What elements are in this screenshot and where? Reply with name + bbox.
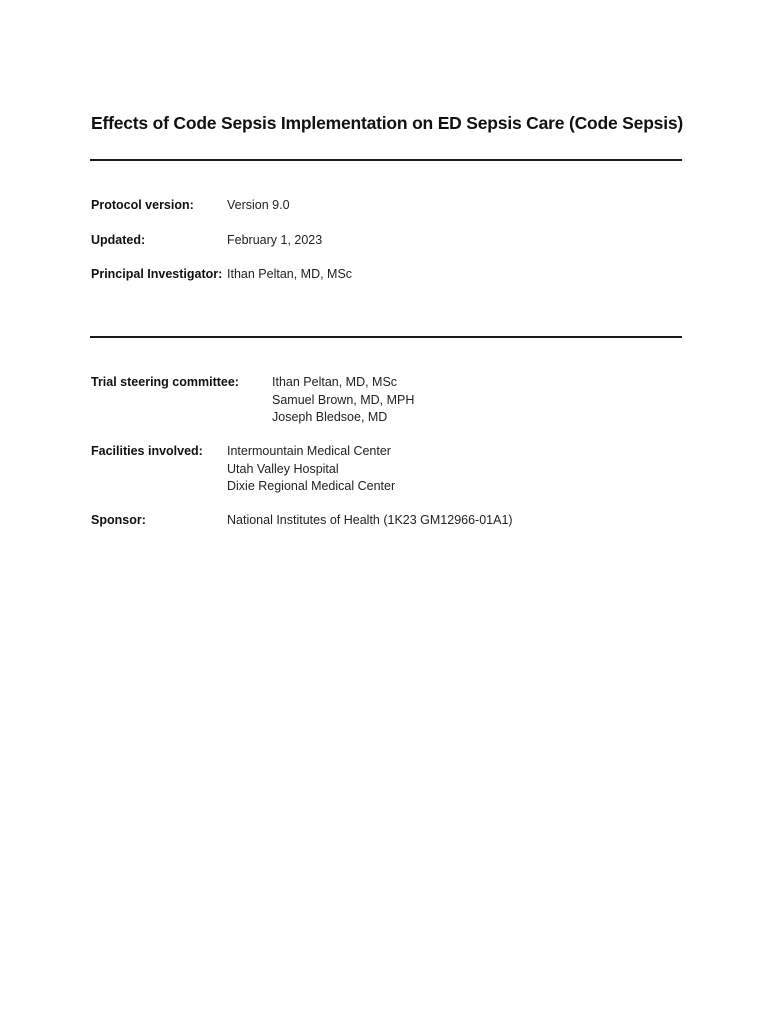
principal-investigator-value: Ithan Peltan, MD, MSc <box>227 267 353 281</box>
facilities-list <box>227 443 395 496</box>
protocol-version-value: Version 9.0 <box>227 198 290 212</box>
steering-committee-list <box>272 374 414 427</box>
sponsor-label: Sponsor: <box>91 513 146 527</box>
facility-item: Dixie Regional Medical Center <box>227 479 396 493</box>
facilities-label: Facilities involved: <box>91 444 203 458</box>
sponsor-value: National Institutes of Health (1K23 GM12966-01A1) <box>227 513 513 527</box>
updated-label: Updated: <box>91 233 146 247</box>
steering-committee-member: Samuel Brown, MD, MPH <box>272 392 415 407</box>
principal-investigator-label: Principal Investigator: <box>91 267 223 281</box>
steering-committee-label: Trial steering committee: <box>91 375 239 389</box>
steering-committee-member: Joseph Bledsoe, MD <box>272 410 388 424</box>
document-title: Effects of Code Sepsis Implementation on ED Sepsis Care (Code Sepsis) <box>91 113 684 133</box>
facility-item: Utah Valley Hospital <box>227 461 339 476</box>
protocol-version-label: Protocol version: <box>91 198 194 212</box>
facility-item: Intermountain Medical Center <box>227 444 391 458</box>
updated-value: February 1, 2023 <box>227 233 323 247</box>
title-divider <box>90 159 682 161</box>
steering-committee-member: Ithan Peltan, MD, MSc <box>272 375 398 389</box>
section-divider <box>90 336 682 338</box>
